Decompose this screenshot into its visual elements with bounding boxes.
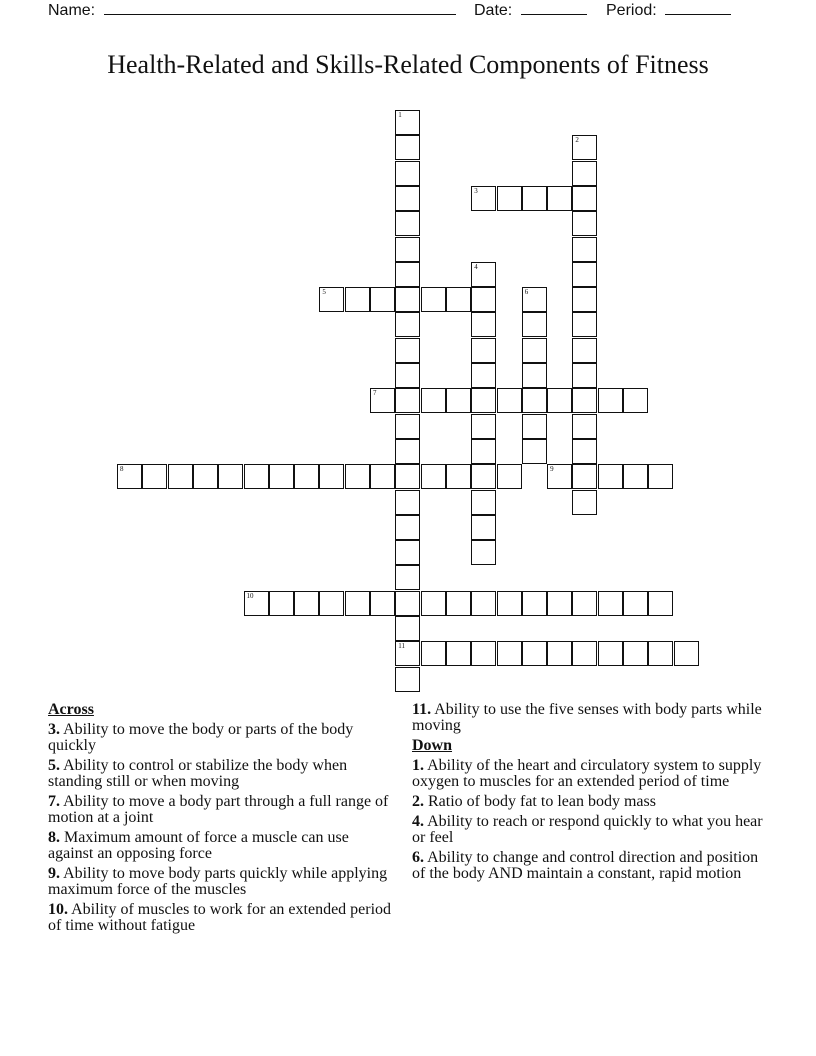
cell-number: 1 xyxy=(398,111,402,119)
clue-number: 1. xyxy=(412,757,424,774)
grid-cell[interactable] xyxy=(345,464,370,489)
grid-cell[interactable] xyxy=(319,591,344,616)
grid-cell[interactable] xyxy=(522,641,547,666)
grid-cell[interactable] xyxy=(395,287,420,312)
grid-cell[interactable] xyxy=(395,135,420,160)
grid-cell[interactable] xyxy=(471,262,496,287)
clue-number: 7. xyxy=(48,793,60,810)
clue-across-10 xyxy=(48,902,393,934)
grid-cell[interactable] xyxy=(572,287,597,312)
page-title: Health-Related and Skills-Related Components of Fitness xyxy=(107,50,709,79)
clue-number: 4. xyxy=(412,813,424,830)
grid-cell[interactable] xyxy=(168,464,193,489)
clue-text: Ratio of body fat to lean body mass xyxy=(428,793,656,810)
grid-cell[interactable] xyxy=(471,287,496,312)
grid-cell[interactable] xyxy=(395,161,420,186)
grid-cell[interactable] xyxy=(446,641,471,666)
cell-number: 10 xyxy=(246,591,254,600)
grid-cell[interactable] xyxy=(572,186,597,211)
grid-cell[interactable] xyxy=(244,591,269,616)
grid-cell[interactable] xyxy=(572,262,597,287)
grid-cell[interactable] xyxy=(572,591,597,616)
grid-cell[interactable] xyxy=(370,388,395,413)
grid-cell[interactable] xyxy=(522,186,547,211)
clue-text: Ability to change and control direction and position of the body AND maintain a constant, rapid motion xyxy=(412,849,759,882)
grid-cell[interactable] xyxy=(395,515,420,540)
grid-cell[interactable] xyxy=(522,388,547,413)
grid-cell[interactable] xyxy=(395,211,420,236)
down-heading: Down xyxy=(412,737,453,754)
grid-cell[interactable] xyxy=(319,464,344,489)
grid-cell[interactable] xyxy=(269,464,294,489)
grid-cell[interactable] xyxy=(522,439,547,464)
grid-cell[interactable] xyxy=(497,388,522,413)
cell-number: 11 xyxy=(398,642,406,651)
clue-text: Ability to move the body or parts of the body quickly xyxy=(48,721,354,754)
grid-cell[interactable] xyxy=(598,388,623,413)
grid-cell[interactable] xyxy=(674,641,699,666)
clue-down-6 xyxy=(412,850,767,882)
grid-cell[interactable] xyxy=(547,641,572,666)
clue-down-2 xyxy=(412,794,767,810)
grid-cell[interactable] xyxy=(572,439,597,464)
grid-cell[interactable] xyxy=(446,464,471,489)
grid-cell[interactable] xyxy=(395,490,420,515)
grid-cell[interactable] xyxy=(522,312,547,337)
clue-number: 11. xyxy=(412,701,432,718)
clue-text: Ability to reach or respond quickly to what you hear or feel xyxy=(412,813,763,846)
clue-number: 10. xyxy=(48,901,68,918)
clue-down-4 xyxy=(412,814,767,846)
grid-cell[interactable] xyxy=(572,490,597,515)
grid-cell[interactable] xyxy=(370,591,395,616)
clue-across-8 xyxy=(48,830,393,862)
grid-cell[interactable] xyxy=(142,464,167,489)
clues-column-right xyxy=(412,702,767,886)
grid-cell[interactable] xyxy=(345,591,370,616)
grid-cell[interactable] xyxy=(522,414,547,439)
clue-number: 5. xyxy=(48,757,60,774)
clue-down-1 xyxy=(412,758,767,790)
grid-cell[interactable] xyxy=(648,464,673,489)
cell-number: 7 xyxy=(373,389,377,398)
grid-cell[interactable] xyxy=(395,565,420,590)
clue-text: Ability to move body parts quickly while applying maximum force of the muscles xyxy=(48,865,388,898)
grid-cell[interactable] xyxy=(547,591,572,616)
grid-cell[interactable] xyxy=(623,641,648,666)
grid-cell[interactable] xyxy=(395,312,420,337)
grid-cell[interactable] xyxy=(395,464,420,489)
grid-cell[interactable] xyxy=(294,464,319,489)
grid-cell[interactable] xyxy=(218,464,243,489)
grid-cell[interactable] xyxy=(623,464,648,489)
clue-number: 2. xyxy=(412,793,424,810)
grid-cell[interactable] xyxy=(319,287,344,312)
grid-cell[interactable] xyxy=(395,363,420,388)
grid-cell[interactable] xyxy=(522,338,547,363)
across-heading: Across xyxy=(48,701,94,718)
grid-cell[interactable] xyxy=(572,363,597,388)
grid-cell[interactable] xyxy=(345,287,370,312)
cell-number: 9 xyxy=(550,465,554,474)
period-label: Period: xyxy=(606,2,657,19)
grid-cell[interactable] xyxy=(395,641,420,666)
grid-cell[interactable] xyxy=(497,464,522,489)
grid-cell[interactable] xyxy=(395,540,420,565)
grid-cell[interactable] xyxy=(598,591,623,616)
grid-cell[interactable] xyxy=(471,464,496,489)
cell-number: 2 xyxy=(575,136,579,145)
clue-across-9 xyxy=(48,866,393,898)
grid-cell[interactable] xyxy=(522,591,547,616)
grid-cell[interactable] xyxy=(572,388,597,413)
clue-text: Ability of muscles to work for an extended period of time without fatigue xyxy=(48,901,392,934)
clue-number: 6. xyxy=(412,849,424,866)
grid-cell[interactable] xyxy=(572,135,597,160)
date-label: Date: xyxy=(474,2,513,19)
grid-cell[interactable] xyxy=(446,388,471,413)
grid-cell[interactable] xyxy=(294,591,319,616)
grid-cell[interactable] xyxy=(269,591,294,616)
grid-cell[interactable] xyxy=(471,540,496,565)
grid-cell[interactable] xyxy=(648,591,673,616)
clue-across-7 xyxy=(48,794,393,826)
clue-across-3 xyxy=(48,722,393,754)
grid-cell[interactable] xyxy=(395,388,420,413)
grid-cell[interactable] xyxy=(395,591,420,616)
grid-cell[interactable] xyxy=(395,237,420,262)
grid-cell[interactable] xyxy=(446,591,471,616)
cell-number: 5 xyxy=(322,288,326,297)
grid-cell[interactable] xyxy=(547,464,572,489)
clue-across-11 xyxy=(412,702,767,734)
grid-cell[interactable] xyxy=(471,439,496,464)
clue-text: Ability to use the five senses with body parts while moving xyxy=(412,701,762,734)
grid-cell[interactable] xyxy=(395,110,420,135)
grid-cell[interactable] xyxy=(421,287,446,312)
grid-cell[interactable] xyxy=(395,616,420,641)
clue-text: Ability to move a body part through a full range of motion at a joint xyxy=(48,793,389,826)
grid-cell[interactable] xyxy=(572,237,597,262)
grid-cell[interactable] xyxy=(547,388,572,413)
grid-cell[interactable] xyxy=(395,439,420,464)
cell-number: 3 xyxy=(474,186,478,195)
cell-number: 6 xyxy=(524,288,529,297)
grid-cell[interactable] xyxy=(598,641,623,666)
grid-cell[interactable] xyxy=(572,161,597,186)
grid-cell[interactable] xyxy=(547,186,572,211)
grid-cell[interactable] xyxy=(193,464,218,489)
grid-cell[interactable] xyxy=(572,641,597,666)
grid-cell[interactable] xyxy=(522,287,547,312)
grid-cell[interactable] xyxy=(623,388,648,413)
grid-cell[interactable] xyxy=(370,287,395,312)
grid-cell[interactable] xyxy=(471,312,496,337)
grid-cell[interactable] xyxy=(497,641,522,666)
grid-cell[interactable] xyxy=(395,414,420,439)
grid-cell[interactable] xyxy=(471,414,496,439)
grid-cell[interactable] xyxy=(648,641,673,666)
clues-column-left xyxy=(48,702,393,938)
grid-cell[interactable] xyxy=(395,262,420,287)
grid-cell[interactable] xyxy=(421,641,446,666)
grid-cell[interactable] xyxy=(572,312,597,337)
grid-cell[interactable] xyxy=(497,186,522,211)
grid-cell[interactable] xyxy=(421,388,446,413)
grid-cell[interactable] xyxy=(395,667,420,692)
grid-cell[interactable] xyxy=(572,464,597,489)
grid-cell[interactable] xyxy=(598,464,623,489)
grid-cell[interactable] xyxy=(471,186,496,211)
grid-cell[interactable] xyxy=(471,338,496,363)
grid-cell[interactable] xyxy=(370,464,395,489)
clue-number: 3. xyxy=(48,721,60,738)
clue-text: Ability of the heart and circulatory system to supply oxygen to muscles for an extended period of time xyxy=(412,757,762,790)
grid-cell[interactable] xyxy=(421,591,446,616)
grid-cell[interactable] xyxy=(471,388,496,413)
grid-cell[interactable] xyxy=(572,211,597,236)
grid-cell[interactable] xyxy=(471,515,496,540)
grid-cell[interactable] xyxy=(395,186,420,211)
cell-number: 8 xyxy=(120,465,124,474)
clue-number: 8. xyxy=(48,829,60,846)
grid-cell[interactable] xyxy=(471,591,496,616)
grid-cell[interactable] xyxy=(446,287,471,312)
clue-number: 9. xyxy=(48,865,60,882)
clue-text: Ability to control or stabilize the body when standing still or when moving xyxy=(48,757,348,790)
grid-cell[interactable] xyxy=(117,464,142,489)
grid-cell[interactable] xyxy=(522,363,547,388)
cell-number: 4 xyxy=(474,262,478,271)
grid-cell[interactable] xyxy=(471,641,496,666)
grid-cell[interactable] xyxy=(395,338,420,363)
clue-across-5 xyxy=(48,758,393,790)
grid-cell[interactable] xyxy=(572,338,597,363)
clue-text: Maximum amount of force a muscle can use against an opposing force xyxy=(48,829,349,862)
name-label: Name: xyxy=(48,2,96,19)
grid-cell[interactable] xyxy=(421,464,446,489)
grid-cell[interactable] xyxy=(572,414,597,439)
grid-cell[interactable] xyxy=(471,363,496,388)
grid-cell[interactable] xyxy=(244,464,269,489)
grid-cell[interactable] xyxy=(471,490,496,515)
grid-cell[interactable] xyxy=(497,591,522,616)
grid-cell[interactable] xyxy=(623,591,648,616)
